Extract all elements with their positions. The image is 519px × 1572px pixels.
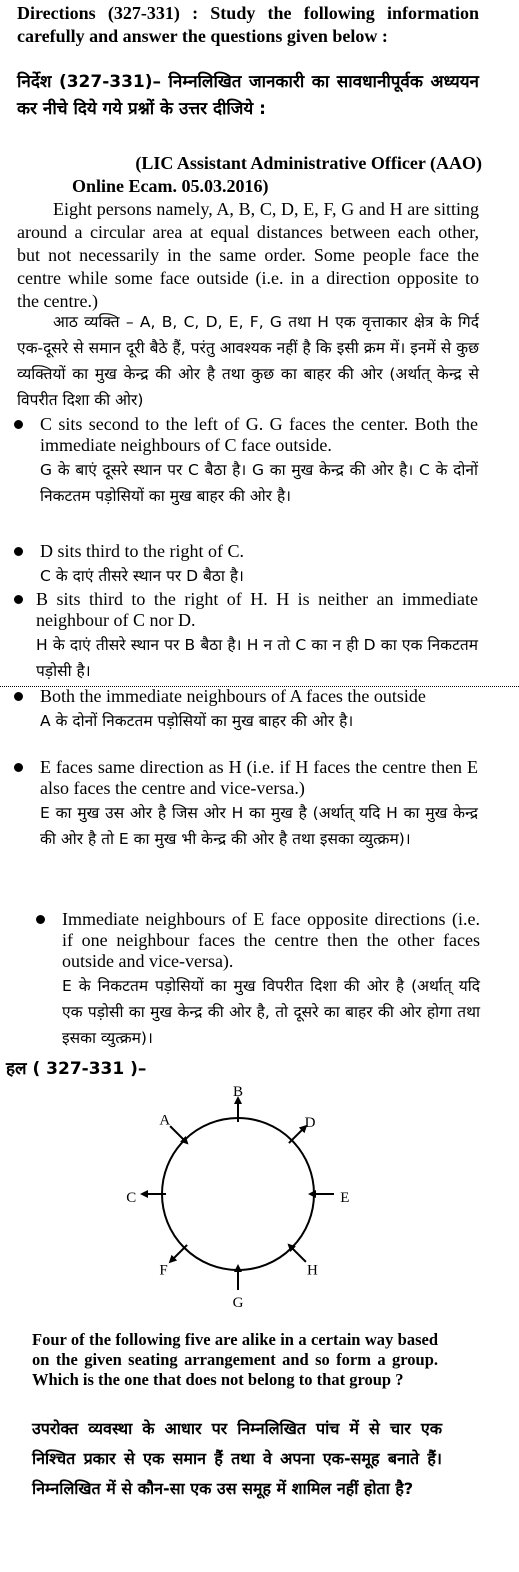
directions-hindi: निर्देश (327-331)– निम्नलिखित जानकारी का सावधानीपूर्वक अध्ययन कर नीचे दिये गये प्रश्नों के उत्तर दीजिये : [17, 72, 479, 119]
bullet-icon [14, 763, 23, 772]
source-line-2: Online Ecam. 05.03.2016) [72, 176, 269, 196]
condition-hindi: E का मुख उस ओर है जिस ओर H का मुख है (अर्थात् यदि H का मुख केन्द्र की ओर है तो E का मुख भी केन्द्र की ओर है तथा इसका व्युत्क्रम)। [40, 804, 478, 848]
condition-english: B sits third to the right of H. H is neither an immediate neighbour of C nor D. [36, 589, 478, 630]
seat-label: A [159, 1112, 171, 1129]
condition-english: Both the immediate neighbours of A faces the outside [40, 686, 426, 706]
bullet-icon [14, 595, 23, 604]
facing-arrow-icon [170, 1245, 187, 1262]
directions-english: Directions (327-331) : Study the following information carefully and answer the questions given below : [17, 3, 479, 46]
facing-arrow-icon [289, 1126, 306, 1143]
seat-label: F [159, 1262, 168, 1279]
facing-arrow-icon [289, 1245, 306, 1262]
condition-hindi: G के बाएं दूसरे स्थान पर C बैठा है। G का मुख केन्द्र की ओर है। C के दोनों निकटतम पड़ोसियों का मुख बाहर की ओर है। [40, 461, 478, 505]
intro-english: Eight persons namely, A, B, C, D, E, F, G and H are sitting around a circular area at equal distances between each other, but not necessarily in the same order. Some people face the centre while some face outside (i.e. in a direction opposite to the centre.) [17, 199, 479, 311]
seat-label: B [232, 1083, 244, 1100]
seat-label: D [304, 1114, 316, 1131]
source-line-1: (LIC Assistant Administrative Officer (AAO) [135, 153, 482, 173]
seating-diagram [0, 1070, 519, 1330]
solution-label: हल ( 327-331 )– [6, 1059, 147, 1079]
condition-english: C sits second to the left of G. G faces the center. Both the immediate neighbours of C face outside. [40, 414, 478, 455]
bullet-icon [14, 420, 23, 429]
condition-hindi: A के दोनों निकटतम पड़ोसियों का मुख बाहर की ओर है। [40, 712, 354, 730]
bullet-icon [14, 692, 23, 701]
condition-english: D sits third to the right of C. [40, 541, 244, 561]
facing-arrow-icon [170, 1126, 187, 1143]
question-hindi: उपरोक्त व्यवस्था के आधार पर निम्नलिखित पांच में से चार एक निश्चित प्रकार से एक समान हैं तथा वे अपना एक-समूह बनाते हैं। निम्नलिखित में से कौन-सा एक उस समूह में शामिल नहीं होता है? [32, 1419, 442, 1498]
condition-hindi: C के दाएं तीसरे स्थान पर D बैठा है। [40, 567, 244, 585]
condition-hindi: E के निकटतम पड़ोसियों का मुख विपरीत दिशा की ओर है (अर्थात् यदि एक पड़ोसी का मुख केन्द्र की ओर है, तो दूसरे का बाहर की ओर होगा तथा इसका व्युत्क्रम)। [62, 977, 480, 1047]
bullet-icon [14, 547, 23, 556]
condition-hindi: H के दाएं तीसरे स्थान पर B बैठा है। H न तो C का न ही D का एक निकटतम पड़ोसी है। [36, 636, 478, 680]
seat-label: E [340, 1190, 350, 1206]
seat-label: H [307, 1262, 318, 1279]
seat-label: C [126, 1190, 137, 1206]
condition-english: Immediate neighbours of E face opposite directions (i.e. if one neighbour faces the centre then the other faces outside and vice-versa). [62, 909, 480, 971]
condition-english: E faces same direction as H (i.e. if H faces the centre then E also faces the centre and vice-versa.) [40, 757, 478, 798]
bullet-icon [36, 915, 45, 924]
seat-label: G [232, 1295, 244, 1311]
question-english: Four of the following five are alike in a certain way based on the given seating arrangement and so form a group. Which is the one that does not belong to that group ? [32, 1330, 438, 1389]
intro-hindi: आठ व्यक्ति – A, B, C, D, E, F, G तथा H एक वृत्ताकार क्षेत्र के गिर्द एक-दूसरे से समान दूरी बैठे हैं, परंतु आवश्यक नहीं है कि इसी क्रम में। इनमें से कुछ व्यक्तियों का मुख केन्द्र की ओर है तथा कुछ का बाहर की ओर (अर्थात् केन्द्र से विपरीत दिशा की ओर) [17, 313, 479, 409]
